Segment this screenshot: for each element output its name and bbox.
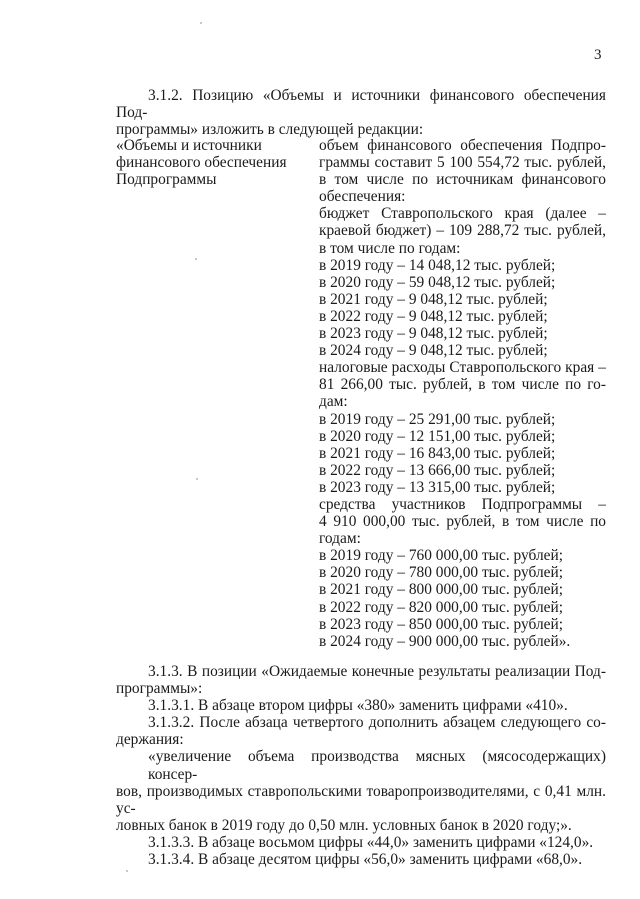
section-line: 3.1.3.1. В абзаце втором цифры «380» заменить цифрами «410». bbox=[148, 697, 568, 715]
right-line: в 2021 году – 800 000,00 тыс. рублей; bbox=[319, 581, 563, 599]
right-line: в 2019 году – 760 000,00 тыс. рублей; bbox=[319, 547, 563, 565]
scan-speck bbox=[126, 870, 128, 872]
right-line: в 2019 году – 25 291,00 тыс. рублей; bbox=[319, 410, 556, 428]
section-line: «увеличение объема производства мясных (мясосодержащих) консер- bbox=[148, 748, 606, 783]
scan-speck bbox=[196, 478, 198, 480]
intro-line-2: программы» изложить в следующей редакции: bbox=[116, 121, 424, 139]
section-line: программы»: bbox=[116, 680, 203, 698]
table-right-cell bbox=[319, 137, 606, 650]
right-line: годам: bbox=[319, 530, 361, 548]
scan-speck bbox=[195, 258, 197, 260]
right-line: в 2019 году – 14 048,12 тыс. рублей; bbox=[319, 256, 556, 274]
right-line: краевой бюджет) – 109 288,72 тыс. рублей, bbox=[319, 222, 606, 240]
right-line: налоговые расходы Ставропольского края – bbox=[319, 359, 606, 377]
left-line: финансового обеспечения bbox=[116, 154, 287, 172]
right-line: граммы составит 5 100 554,72 тыс. рублей, bbox=[319, 154, 606, 172]
section-line: 3.1.3. В позиции «Ожидаемые конечные результаты реализации Под- bbox=[148, 663, 606, 680]
right-line: в 2022 году – 9 048,12 тыс. рублей; bbox=[319, 307, 548, 325]
right-line: бюджет Ставропольского края (далее – bbox=[319, 205, 606, 223]
page-number: 3 bbox=[594, 47, 602, 63]
right-line: в 2024 году – 900 000,00 тыс. рублей». bbox=[319, 632, 571, 650]
right-line: в 2023 году – 9 048,12 тыс. рублей; bbox=[319, 325, 548, 343]
right-line: в том числе по источникам финансового bbox=[319, 171, 606, 189]
intro-line-1: 3.1.2. Позицию «Объемы и источники финансового обеспечения Под- bbox=[116, 87, 606, 122]
section-line: 3.1.3.2. После абзаца четвертого дополнить абзацем следующего со- bbox=[148, 714, 606, 732]
right-line: в 2023 году – 850 000,00 тыс. рублей; bbox=[319, 615, 563, 633]
right-line: в 2021 году – 16 843,00 тыс. рублей; bbox=[319, 444, 556, 462]
section-line: держания: bbox=[116, 731, 184, 749]
right-line: в 2021 году – 9 048,12 тыс. рублей; bbox=[319, 290, 548, 308]
left-line: «Объемы и источники bbox=[116, 137, 262, 154]
scan-speck bbox=[200, 22, 202, 24]
section-line: вов, производимых ставропольскими товаропроизводителями, с 0,41 млн. ус- bbox=[116, 782, 606, 817]
right-line: дам: bbox=[319, 393, 348, 411]
right-line: объем финансового обеспечения Подпро- bbox=[319, 137, 606, 154]
right-line: в 2022 году – 820 000,00 тыс. рублей; bbox=[319, 598, 563, 616]
right-line: в 2020 году – 12 151,00 тыс. рублей; bbox=[319, 427, 556, 445]
right-line: средства участников Подпрограммы – bbox=[319, 495, 606, 513]
intro-paragraph bbox=[116, 87, 606, 138]
section-3-1-3 bbox=[116, 663, 606, 868]
right-line: 4 910 000,00 тыс. рублей, в том числе по bbox=[319, 513, 606, 531]
section-line: ловных банок в 2019 году до 0,50 млн. условных банок в 2020 году;». bbox=[116, 816, 572, 834]
right-line: в 2023 году – 13 315,00 тыс. рублей; bbox=[319, 478, 556, 496]
table-left-cell bbox=[116, 137, 316, 188]
right-line: 81 266,00 тыс. рублей, в том числе по го- bbox=[319, 376, 606, 394]
left-line: Подпрограммы bbox=[116, 171, 217, 189]
right-line: в 2022 году – 13 666,00 тыс. рублей; bbox=[319, 461, 556, 479]
right-line: в 2024 году – 9 048,12 тыс. рублей; bbox=[319, 342, 548, 360]
right-line: в том числе по годам: bbox=[319, 239, 461, 257]
section-line: 3.1.3.3. В абзаце восьмом цифры «44,0» заменить цифрами «124,0». bbox=[148, 833, 594, 851]
section-line: 3.1.3.4. В абзаце десятом цифры «56,0» заменить цифрами «68,0». bbox=[148, 851, 583, 869]
right-line: в 2020 году – 59 048,12 тыс. рублей; bbox=[319, 273, 556, 291]
right-line: в 2020 году – 780 000,00 тыс. рублей; bbox=[319, 564, 563, 582]
right-line: обеспечения: bbox=[319, 188, 406, 206]
